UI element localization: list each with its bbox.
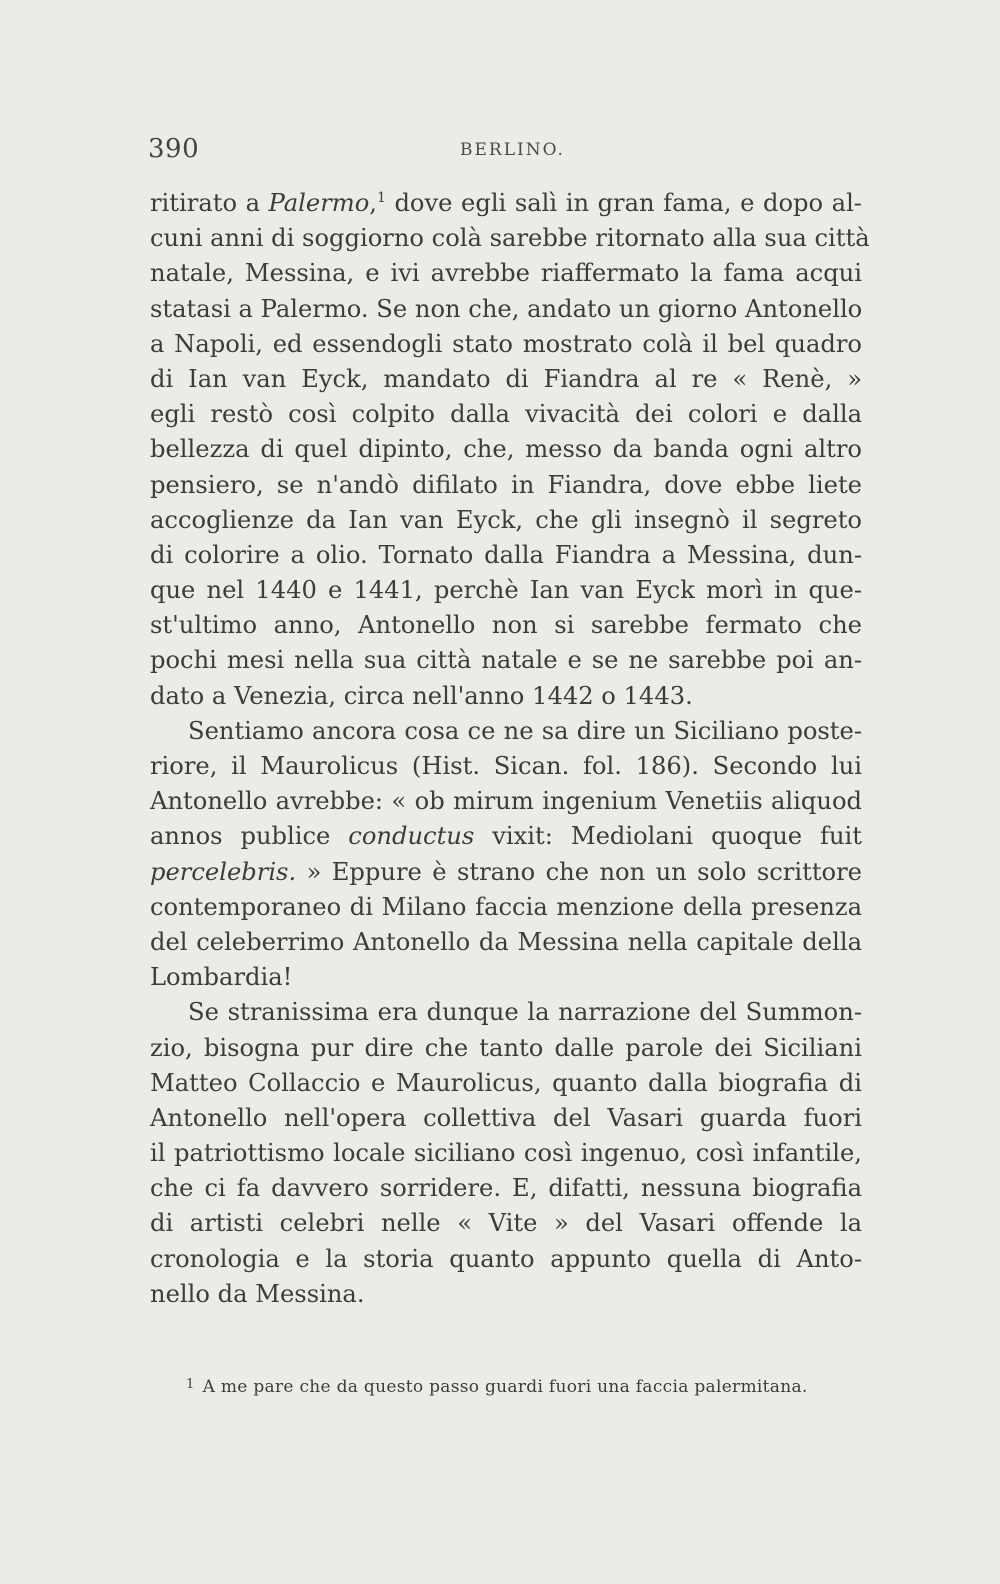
text-line: ritirato a Palermo,$^1$ dove egli salì in gran fama, e dopo al-: [150, 189, 862, 217]
text-line: cuni anni di soggiorno colà sarebbe ritornato alla sua città: [150, 224, 870, 253]
text-line: pensiero, se n'andò difilato in Fiandra, dove ebbe liete: [150, 470, 862, 499]
text-line: Sentiamo ancora cosa ce ne sa dire un Siciliano poste-: [188, 716, 862, 745]
text-line: st'ultimo anno, Antonello non si sarebbe fermato che: [150, 611, 862, 640]
footnote-reference[interactable]: 1: [376, 189, 386, 206]
text-line: del celeberrimo Antonello da Messina nella capitale della: [150, 927, 862, 956]
text-line: che ci fa davvero sorridere. E, difatti, nessuna biografia: [150, 1174, 862, 1203]
text-line: egli restò così colpito dalla vivacità dei colori e dalla: [150, 400, 862, 429]
text-line: statasi a Palermo. Se non che, andato un giorno Antonello: [150, 294, 863, 323]
page-header: [148, 134, 863, 174]
body-text: [150, 186, 870, 1312]
text-line: Antonello avrebbe: « ob mirum ingenium Venetiis aliquod: [150, 787, 862, 816]
text-line: que nel 1440 e 1441, perchè Ian van Eyck morì in que-: [150, 576, 862, 605]
italic-term: conductus: [348, 822, 475, 851]
text-line: dato a Venezia, circa nell'anno 1442 o 1443.: [150, 681, 693, 710]
text-line: natale, Messina, e ivi avrebbe riaffermato la fama acqui: [150, 259, 862, 288]
footnote-marker: 1: [186, 1377, 195, 1392]
text-line: bellezza di quel dipinto, che, messo da banda ogni altro: [150, 435, 862, 464]
text-line: contemporaneo di Milano faccia menzione della presenza: [150, 892, 862, 921]
text-line: Antonello nell'opera collettiva del Vasari guarda fuori: [150, 1103, 862, 1132]
running-head: BERLINO.: [460, 140, 565, 160]
text-line: nello da Messina.: [150, 1279, 365, 1308]
text-line: Se stranissima era dunque la narrazione del Summon-: [188, 998, 862, 1027]
paragraph-1: [150, 186, 870, 714]
italic-term: Palermo: [268, 189, 370, 217]
text-line: di artisti celebri nelle « Vite » del Vasari offende la: [150, 1209, 862, 1238]
text-line: Matteo Collaccio e Maurolicus, quanto dalla biografia di: [150, 1068, 862, 1097]
text-line: a Napoli, ed essendogli stato mostrato colà il bel quadro: [150, 329, 862, 358]
text-line: annos publice conductus vixit: Mediolani quoque fuit: [150, 822, 862, 851]
text-line: il patriottismo locale siciliano così ingenuo, così infantile,: [150, 1139, 862, 1168]
text-line: zio, bisogna pur dire che tanto dalle parole dei Siciliani: [150, 1033, 862, 1062]
page-number: 390: [148, 134, 200, 164]
text-line: pochi mesi nella sua città natale e se ne sarebbe poi an-: [150, 646, 862, 675]
text-line: di Ian van Eyck, mandato di Fiandra al re « Renè, »: [150, 364, 862, 393]
italic-term: percelebris.: [150, 857, 297, 886]
text-line: percelebris. » Eppure è strano che non un solo scrittore: [150, 857, 862, 886]
text-line: Lombardia!: [150, 963, 293, 992]
footnote-text: A me pare che da questo passo guardi fuori una faccia palermitana.: [202, 1377, 808, 1397]
text-line: accoglienze da Ian van Eyck, che gli insegnò il segreto: [150, 505, 862, 534]
text-line: riore, il Maurolicus (Hist. Sican. fol. 186). Secondo lui: [150, 752, 862, 780]
text-line: cronologia e la storia quanto appunto quella di Anto-: [150, 1244, 862, 1273]
text-line: di colorire a olio. Tornato dalla Fiandra a Messina, dun-: [150, 540, 862, 569]
footnote: [186, 1377, 866, 1397]
paragraph-3: [150, 995, 862, 1312]
paragraph-2: [150, 714, 862, 996]
